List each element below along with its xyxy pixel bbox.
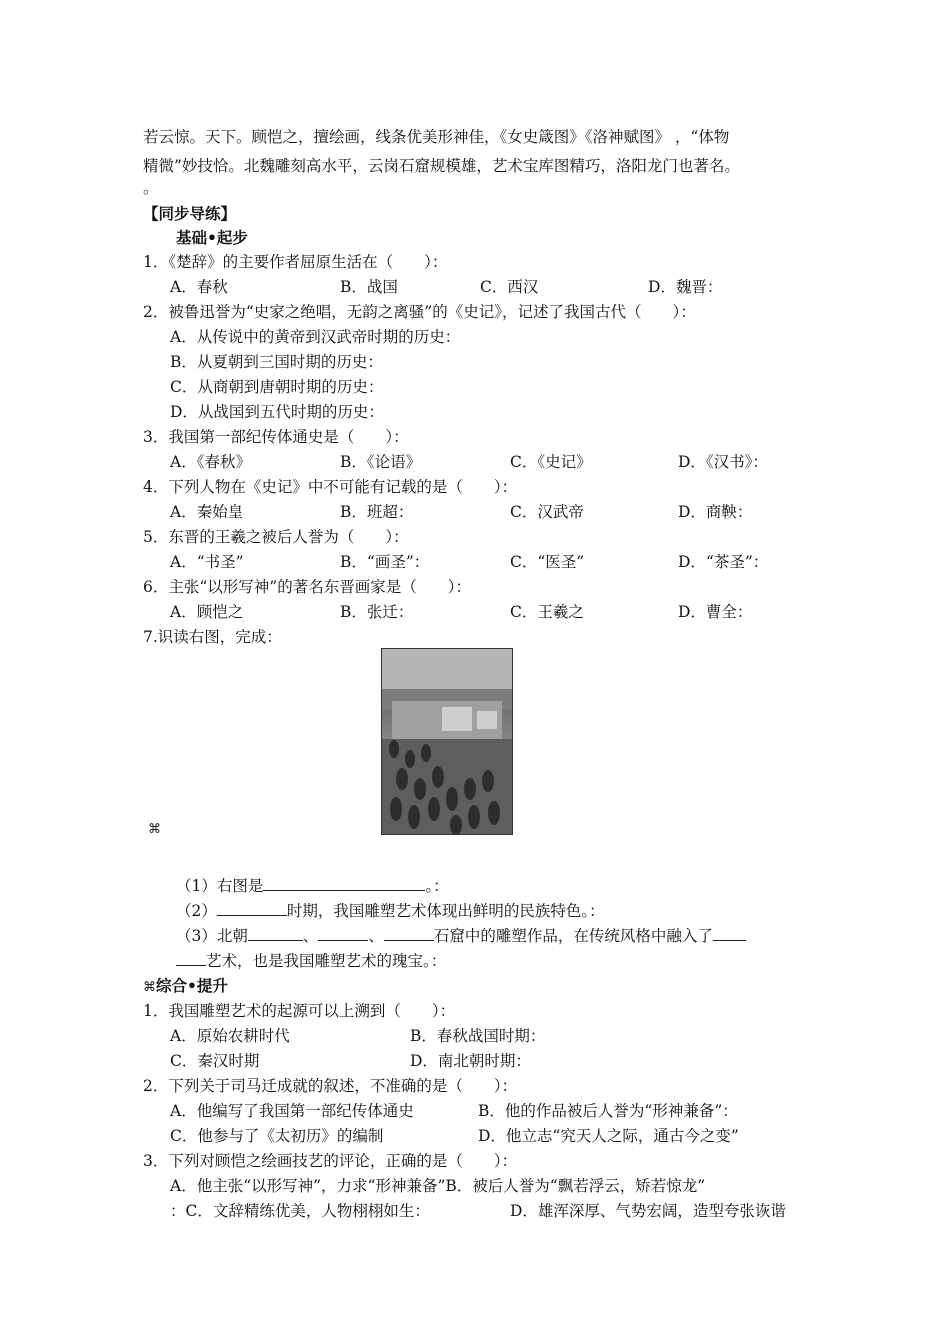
adv-q1-stem: 1．我国雕塑艺术的起源可以上溯到（ ）：: [143, 1002, 456, 1020]
option-c: ：C．文辞精练优美，人物栩栩如生：: [170, 1202, 430, 1220]
subsection-advanced: [143, 975, 228, 999]
option-a: A．顾恺之: [170, 603, 244, 621]
anchor-icon: ⌘: [143, 980, 156, 995]
option-d: D．雄浑深厚、气势宏阔，造型夸张诙谐: [510, 1202, 786, 1220]
option-b: B．张迁：: [340, 603, 414, 621]
option-c: C．“医圣”: [510, 553, 585, 571]
answer-blank[interactable]: [217, 900, 287, 916]
option-d: D．南北朝时期：: [410, 1052, 531, 1070]
answer-blank[interactable]: [713, 925, 746, 941]
option-a: A．“书圣”: [170, 553, 244, 571]
option-c: C．他参与了《太初历》的编制: [170, 1127, 384, 1145]
q7-p3-mid: 石窟中的雕塑作品，在传统风格中融入了: [433, 927, 713, 945]
basic-q1-stem: 1．《楚辞》的主要作者屈原生活在（ ）：: [143, 253, 448, 271]
q7-p1-prefix: （1）右图是: [176, 877, 264, 895]
option-a: A．《春秋》: [170, 453, 251, 471]
adv-q2-stem: 2．下列关于司马迁成就的叙述，不准确的是（ ）：: [143, 1077, 518, 1095]
q7-p3-sep: 、: [302, 927, 319, 945]
option-c: C．汉武帝: [510, 503, 584, 521]
basic-q7-part-2: [176, 900, 605, 922]
answer-blank[interactable]: [384, 925, 434, 941]
option-b: B．他的作品被后人誉为“形神兼备”：: [478, 1102, 738, 1120]
option-a: A．春秋: [170, 278, 228, 296]
option-b: B．春秋战国时期：: [410, 1027, 546, 1045]
terracotta-warriors-photo: [381, 648, 513, 835]
answer-blank[interactable]: [248, 925, 303, 941]
adv-q3-stem: 3．下列对顾恺之绘画技艺的评论，正确的是（ ）：: [143, 1152, 518, 1170]
intro-line-2: 精微”妙技恰。北魏雕刻高水平，云岗石窟规模雄，艺术宝库图精巧，洛阳龙门也著名。: [143, 157, 740, 175]
option-c: C．王羲之: [510, 603, 584, 621]
basic-q2-option-d: D．从战国到五代时期的历史：: [170, 403, 384, 421]
option-d: D．魏晋：: [648, 278, 723, 296]
option-d: D．商鞅：: [678, 503, 753, 521]
basic-q7-part-3-cont: [176, 950, 446, 972]
answer-blank[interactable]: [318, 925, 368, 941]
option-c: C．《史记》: [510, 453, 592, 471]
answer-blank[interactable]: [263, 875, 425, 891]
adv-q3-options-ab: A．他主张“以形写神”，力求“形神兼备”B．被后人誉为“飘若浮云，矫若惊龙”: [170, 1177, 706, 1195]
basic-q2-option-b: B．从夏朝到三国时期的历史：: [170, 353, 383, 371]
option-d: D．“茶圣”：: [678, 553, 769, 571]
terracotta-warriors-illustration: [382, 649, 512, 834]
option-a: A．他编写了我国第一部纪传体通史: [170, 1102, 414, 1120]
q7-p3-line2-suffix: 艺术，也是我国雕塑艺术的瑰宝。：: [206, 952, 447, 970]
q7-p3-sep: 、: [368, 927, 384, 945]
basic-q7-stem: 7.识读右图，完成：: [143, 628, 282, 646]
option-a: A．原始农耕时代: [170, 1027, 290, 1045]
q7-p3-prefix: （3）北朝: [176, 927, 248, 945]
option-b: B．班超：: [340, 503, 414, 521]
anchor-icon: ⌘: [148, 822, 161, 837]
basic-q2-option-a: A．从传说中的黄帝到汉武帝时期的历史：: [170, 328, 461, 346]
section-title: 【同步导练】: [143, 204, 237, 223]
option-d: D．曹全：: [678, 603, 753, 621]
option-b: B．《论语》: [340, 453, 422, 471]
option-b: B．战国: [340, 278, 398, 296]
option-b: B．“画圣”：: [340, 553, 430, 571]
basic-q3-stem: 3．我国第一部纪传体通史是（ ）：: [143, 428, 409, 446]
option-d: D．《汉书》：: [678, 453, 768, 471]
intro-line-3: 。: [143, 179, 159, 197]
basic-q7-part-3: [176, 925, 746, 947]
option-c: C．西汉: [480, 278, 539, 296]
basic-q7-part-1: [176, 875, 449, 897]
option-a: A．秦始皇: [170, 503, 244, 521]
basic-q2-option-c: C．从商朝到唐朝时期的历史：: [170, 378, 384, 396]
basic-q4-stem: 4．下列人物在《史记》中不可能有记载的是（ ）：: [143, 478, 518, 496]
q7-p1-suffix: 。：: [425, 877, 449, 895]
intro-line-1: 若云惊。天下。顾恺之，擅绘画，线条优美形神佳，《女史箴图》《洛神赋图》 ，“体物: [143, 128, 730, 146]
q7-p2-suffix: 时期，我国雕塑艺术体现出鲜明的民族特色。：: [286, 902, 605, 920]
basic-q6-stem: 6．主张“以形写神”的著名东晋画家是（ ）：: [143, 578, 471, 596]
basic-q2-stem: 2．被鲁迅誉为“史家之绝唱，无韵之离骚”的《史记》，记述了我国古代（ ）：: [143, 303, 696, 321]
answer-blank[interactable]: [176, 950, 206, 966]
option-c: C．秦汉时期: [170, 1052, 260, 1070]
subsection-basic: 基础•起步: [176, 228, 248, 247]
option-d: D．他立志“究天人之际，通古今之变”: [478, 1127, 739, 1145]
subsection-advanced-label: 综合•提升: [156, 976, 228, 995]
q7-p2-prefix: （2）: [176, 902, 217, 920]
basic-q5-stem: 5．东晋的王羲之被后人誉为（ ）：: [143, 528, 409, 546]
